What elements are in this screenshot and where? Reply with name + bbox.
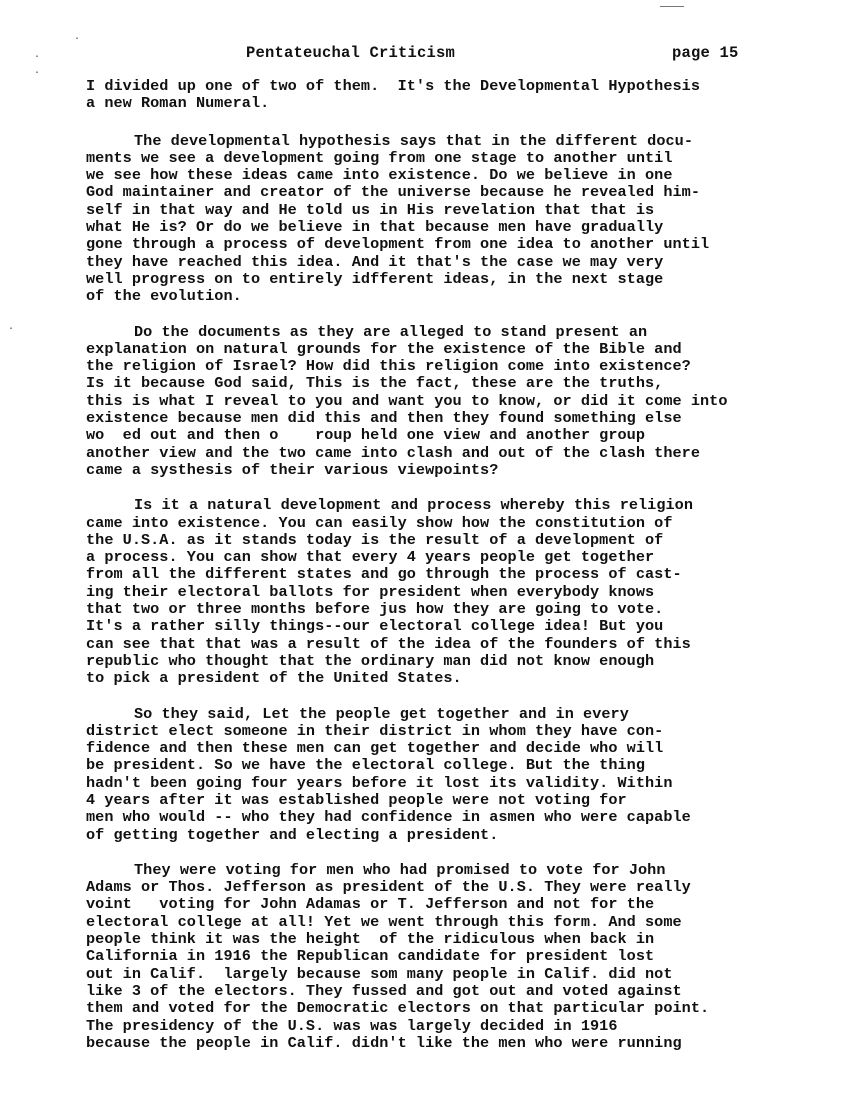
page-header — [0, 44, 852, 66]
paragraph: They were voting for men who had promised to vote for John Adams or Thos. Jefferson as president of the U.S. They were really voint voting for John Adamas or T. Jefferson and not for the electoral college at all! Yet we went through this form. And some people think it was the height of the ridiculous when back in California in 1916 the Republican candidate for president lost out in Calif. largely because som many people in Calif. did not like 3 of the electors. They fussed and got out and voted against them and voted for the Democratic electors on that particular point. The presidency of the U.S. was was largely decided in 1916 because the people in Calif. didn't like the men who were running — [86, 860, 710, 1052]
scan-speck: · — [34, 68, 41, 79]
scan-mark-line — [660, 6, 684, 7]
page-number: page 15 — [672, 44, 739, 62]
paragraph: Do the documents as they are alleged to stand present an explanation on natural grounds for the existence of the Bible and the religion of Israel? How did this religion come into existence? Is it because God said, This is the fact, these are the truths, this is what I reveal to you and want you to know, or did it come into existence because men did this and then they found something else wo ed out and then o roup held one view and another group another view and the two came into clash and out of the clash there came a systhesis of their various viewpoints? — [86, 322, 728, 479]
paragraph: So they said, Let the people get together and in every district elect someone in their district in whom they have con- fidence and then these men can get together and decide who will be president. So we have the electoral college. But the thing hadn't been going four years before it lost its validity. Within 4 years after it was established people were not voting for men who would -- who they had confidence in asmen who were capable of getting together and electing a president. — [86, 704, 691, 844]
paragraph: I divided up one of two of them. It's the Developmental Hypothesis a new Roman Numeral. — [86, 77, 700, 113]
scan-speck: · — [74, 34, 81, 45]
scan-speck: · — [8, 324, 15, 335]
scan-speck: · — [34, 52, 41, 63]
document-title: Pentateuchal Criticism — [246, 44, 456, 62]
document-body — [86, 78, 826, 1070]
paragraph: The developmental hypothesis says that in the different docu- ments we see a development going from one stage to another until we see how these ideas came into existence. Do we believe in one God maintainer and creator of the universe because he revealed him- self in that way and He told us in His revelation that that is what He is? Or do we believe in that because men have gradually gone through a process of development from one idea to another until they have reached this idea. And it that's the case we may very well progress on to entirely idfferent ideas, in the next stage of the evolution. — [86, 131, 710, 306]
paragraph: Is it a natural development and process whereby this religion came into existence. You can easily show how the constitution of the U.S.A. as it stands today is the result of a development of a process. You can show that every 4 years people get together from all the different states and go through the process of cast- ing their electoral ballots for president when everybody knows that two or three months before jus how they are going to vote. It's a rather silly things--our electoral college idea! But you can see that that was a result of the idea of the founders of this republic who thought that the ordinary man did not know enough to pick a president of the United States. — [86, 496, 694, 688]
